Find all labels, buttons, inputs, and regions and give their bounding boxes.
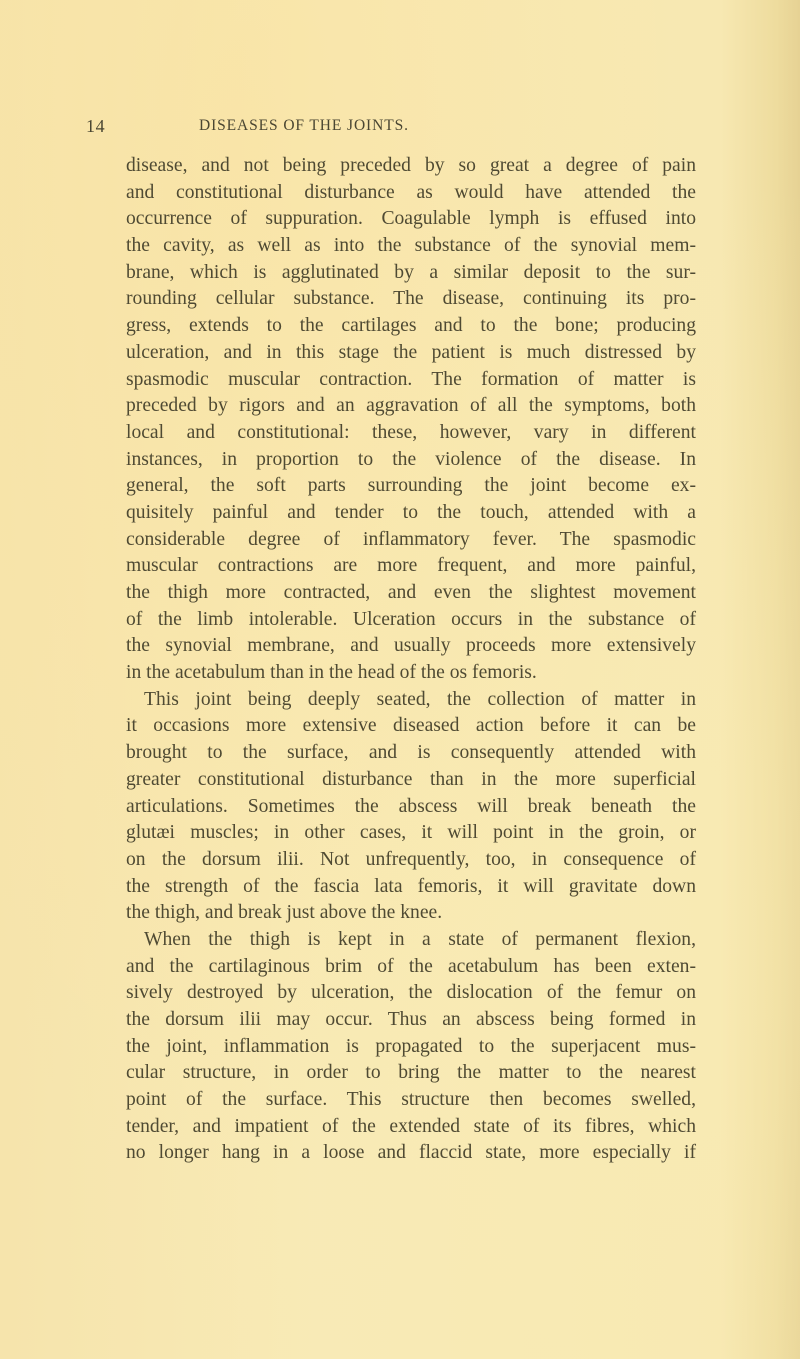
text-line: the cavity, as well as into the substance of the synovial mem- <box>126 235 696 257</box>
text-line: the dorsum ilii may occur. Thus an abscess being formed in <box>126 1009 696 1030</box>
text-line: brought to the surface, and is consequently attended with <box>126 742 696 764</box>
text-line: the thigh, and break just above the knee. <box>126 902 443 924</box>
running-head <box>86 116 706 140</box>
text-line: instances, in proportion to the violence of the disease. In <box>126 448 696 470</box>
text-line: sively destroyed by ulceration, the dislocation of the femur on <box>126 982 696 1004</box>
text-line: glutæi muscles; in other cases, it will point in the groin, or <box>126 822 696 844</box>
body-text <box>126 153 696 1167</box>
text-line: it occasions more extensive diseased action before it can be <box>126 715 696 737</box>
text-line: tender, and impatient of the extended state of its fibres, which <box>126 1115 696 1137</box>
text-line: of the limb intolerable. Ulceration occurs in the substance of <box>126 608 696 630</box>
text-line: brane, which is agglutinated by a similar deposit to the sur- <box>126 261 696 283</box>
text-line: rounding cellular substance. The disease, continuing its pro- <box>126 288 696 310</box>
text-line: cular structure, in order to bring the matter to the nearest <box>126 1062 696 1084</box>
text-line: muscular contractions are more frequent, and more painful, <box>126 555 696 577</box>
text-line: quisitely painful and tender to the touch, attended with a <box>126 501 696 523</box>
text-line: ulceration, and in this stage the patient is much distressed by <box>126 341 696 363</box>
text-line: preceded by rigors and an aggravation of all the symptoms, both <box>126 395 696 417</box>
text-line: greater constitutional disturbance than in the more superficial <box>126 768 696 790</box>
paragraph-start-line: When the thigh is kept in a state of permanent flexion, <box>144 928 696 950</box>
text-line: no longer hang in a loose and flaccid state, more especially if <box>126 1142 696 1164</box>
text-line: general, the soft parts surrounding the joint become ex- <box>126 475 696 497</box>
running-title: DISEASES OF THE JOINTS. <box>199 117 409 134</box>
text-line: and the cartilaginous brim of the acetabulum has been exten- <box>126 955 696 977</box>
text-line: in the acetabulum than in the head of the os femoris. <box>126 662 537 684</box>
text-line: the strength of the fascia lata femoris, it will gravitate down <box>126 875 696 897</box>
paragraph-start-line: This joint being deeply seated, the collection of matter in <box>144 688 696 710</box>
text-line: point of the surface. This structure then becomes swelled, <box>126 1089 696 1111</box>
text-line: the synovial membrane, and usually proceeds more extensively <box>126 635 696 657</box>
text-line: spasmodic muscular contraction. The formation of matter is <box>126 368 696 390</box>
text-line: considerable degree of inflammatory fever. The spasmodic <box>126 528 696 550</box>
page-number: 14 <box>86 116 106 136</box>
text-line: gress, extends to the cartilages and to the bone; producing <box>126 315 696 337</box>
text-line: local and constitutional: these, however, vary in different <box>126 421 696 443</box>
text-line: articulations. Sometimes the abscess will break beneath the <box>126 795 696 817</box>
text-line: and constitutional disturbance as would have attended the <box>126 181 696 203</box>
text-line: on the dorsum ilii. Not unfrequently, too, in consequence of <box>126 848 696 870</box>
text-line: the joint, inflammation is propagated to the superjacent mus- <box>126 1035 696 1057</box>
text-line: occurrence of suppuration. Coagulable lymph is effused into <box>126 208 696 230</box>
text-line: the thigh more contracted, and even the slightest movement <box>126 582 696 603</box>
text-line: disease, and not being preceded by so great a degree of pain <box>126 155 696 176</box>
